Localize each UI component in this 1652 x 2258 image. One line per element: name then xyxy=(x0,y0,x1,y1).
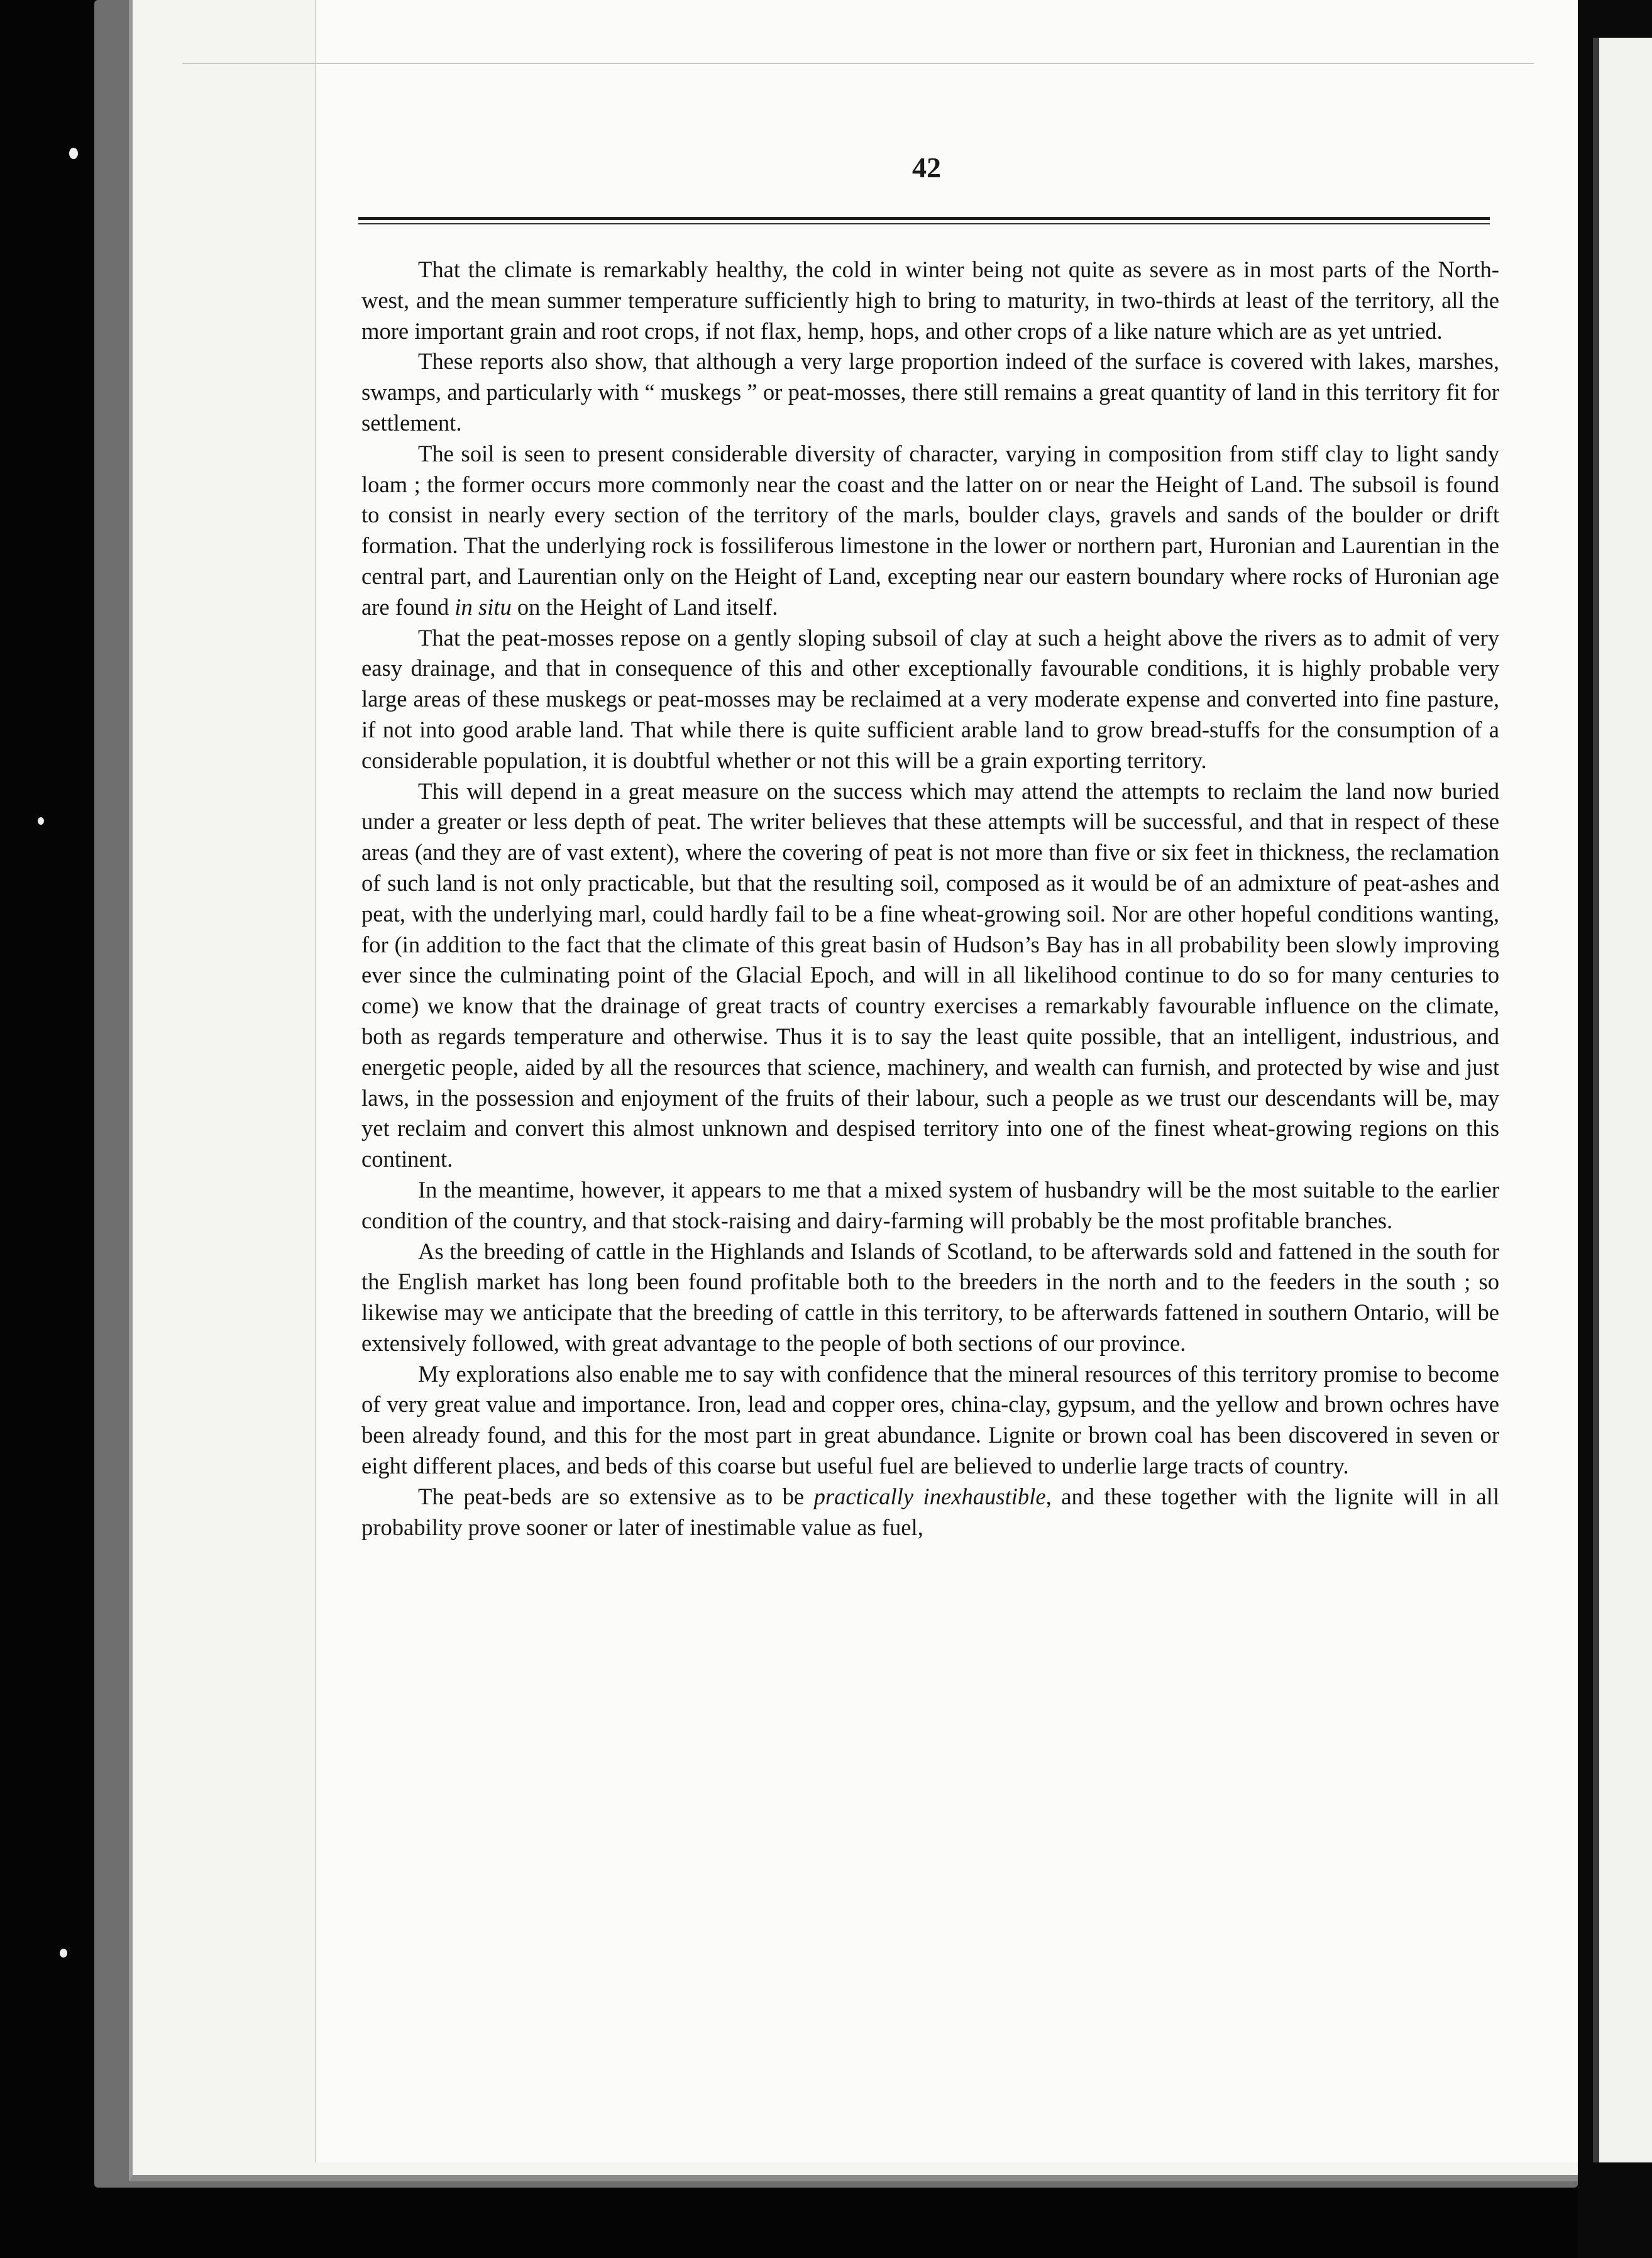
paragraph: My explorations also enable me to say with confidence that the mineral resources of this territory promise to become of very great value and importance. Iron, lead and copper ores, china-clay, gypsum, and the yellow and brown ochres have been already found, and this for the most part in great abundance. Lignite or brown coal has been discovered in seven or eight different places, and beds of this coarse but useful fuel are believed to underlie large tracts of country. xyxy=(361,1360,1499,1479)
header-rule-thin xyxy=(358,223,1490,224)
paragraph: That the peat-mosses repose on a gently sloping subsoil of clay at such a height above the rivers as to admit of very easy drainage, and that in consequence of this and other exceptionally favourable conditions, it is highly probable very large areas of these muskegs or peat-mosses may be reclaimed at a very moderate expense and converted into fine pasture, if not into good arable land. That while there is quite sufficient arable land to grow bread-stuffs for the consumption of a considerable population, it is doubtful whether or not this will be a grain exporting territory. xyxy=(361,624,1499,773)
scan-speck xyxy=(69,148,78,159)
page-top-edge xyxy=(182,63,1534,64)
paragraph: The peat-beds are so extensive as to be practically inexhaustible, and these together with the lignite will in all probability prove sooner or later of inestimable value as fuel, xyxy=(361,1483,1499,1540)
body-text xyxy=(361,255,1499,1543)
paragraph: That the climate is remarkably healthy, the cold in winter being not quite as severe as in most parts of the North-west, and the mean summer temperature sufficiently high to bring to maturity, in two-thirds at least of the territory, all the more important grain and root crops, if not flax, hemp, hops, and other crops of a like nature which are as yet untried. xyxy=(361,256,1499,344)
italic-phrase: practically inexhaustible, xyxy=(813,1483,1052,1509)
adjacent-page xyxy=(1593,38,1652,2162)
paragraph: This will depend in a great measure on the success which may attend the attempts to reclaim the land now buried under a greater or less depth of peat. The writer believes that these attempts will be successful, and that in respect of these areas (and they are of vast extent), where the covering of peat is not more than five or six feet in thickness, the reclamation of such land is not only practicable, but that the resulting soil, composed as it would be of an admixture of peat-ashes and peat, with the underlying marl, could hardly fail to be a fine wheat-growing soil. Nor are other hopeful conditions wanting, for (in addition to the fact that the climate of this great basin of Hudson’s Bay has in all probability been slowly improving ever since the culminating point of the Glacial Epoch, and will in all likelihood continue to do so for many centuries to come) we know that the drainage of great tracts of country exercises a remarkably favourable influence on the climate, both as regards temperature and otherwise. Thus it is to say the least quite possible, that an intelligent, industrious, and energetic people, aided by all the resources that science, machinery, and wealth can furnish, and protected by wise and just laws, in the possession and enjoyment of the fruits of their labour, such a people as we trust our descendants will be, may yet reclaim and convert this almost unknown and despised territory into one of the finest wheat-growing regions on this continent. xyxy=(361,778,1499,1172)
page-number: 42 xyxy=(912,151,941,184)
header-rule-thick xyxy=(358,217,1490,220)
adjacent-page-edge xyxy=(1578,0,1652,2258)
paragraph: As the breeding of cattle in the Highlands and Islands of Scotland, to be afterwards sold and fattened in the south for the English market has long been found profitable both to the breeders in the north and to the feeders in the south ; so likewise may we anticipate that the breeding of cattle in this territory, to be afterwards fattened in southern Ontario, will be extensively followed, with great advantage to the people of both sections of our province. xyxy=(361,1238,1499,1356)
paragraph: These reports also show, that although a very large proportion indeed of the surface is covered with lakes, marshes, swamps, and particularly with “ muskegs ” or peat-mosses, there still remains a great quantity of land in this territory fit for settlement. xyxy=(361,348,1499,436)
scan-speck xyxy=(60,1949,67,1958)
scan-speck xyxy=(38,817,44,825)
italic-phrase: in situ xyxy=(454,593,512,620)
paragraph: The soil is seen to present considerable diversity of character, varying in composition from stiff clay to light sandy loam ; the former occurs more commonly near the coast and the latter on or near the Height of Land. The subsoil is found to consist in nearly every section of the territory of the marls, boulder clays, gravels and sands of the boulder or drift formation. That the underlying rock is fossiliferous limestone in the lower or northern part, Huronian and Laurentian in the central part, and Laurentian only on the Height of Land, excepting near our eastern boundary where rocks of Huronian age are found in situ on the Height of Land itself. xyxy=(361,440,1499,620)
paragraph: In the meantime, however, it appears to me that a mixed system of husbandry will be the most suitable to the earlier condition of the country, and that stock-raising and dairy-farming will probably be the most profitable branches. xyxy=(361,1176,1499,1233)
